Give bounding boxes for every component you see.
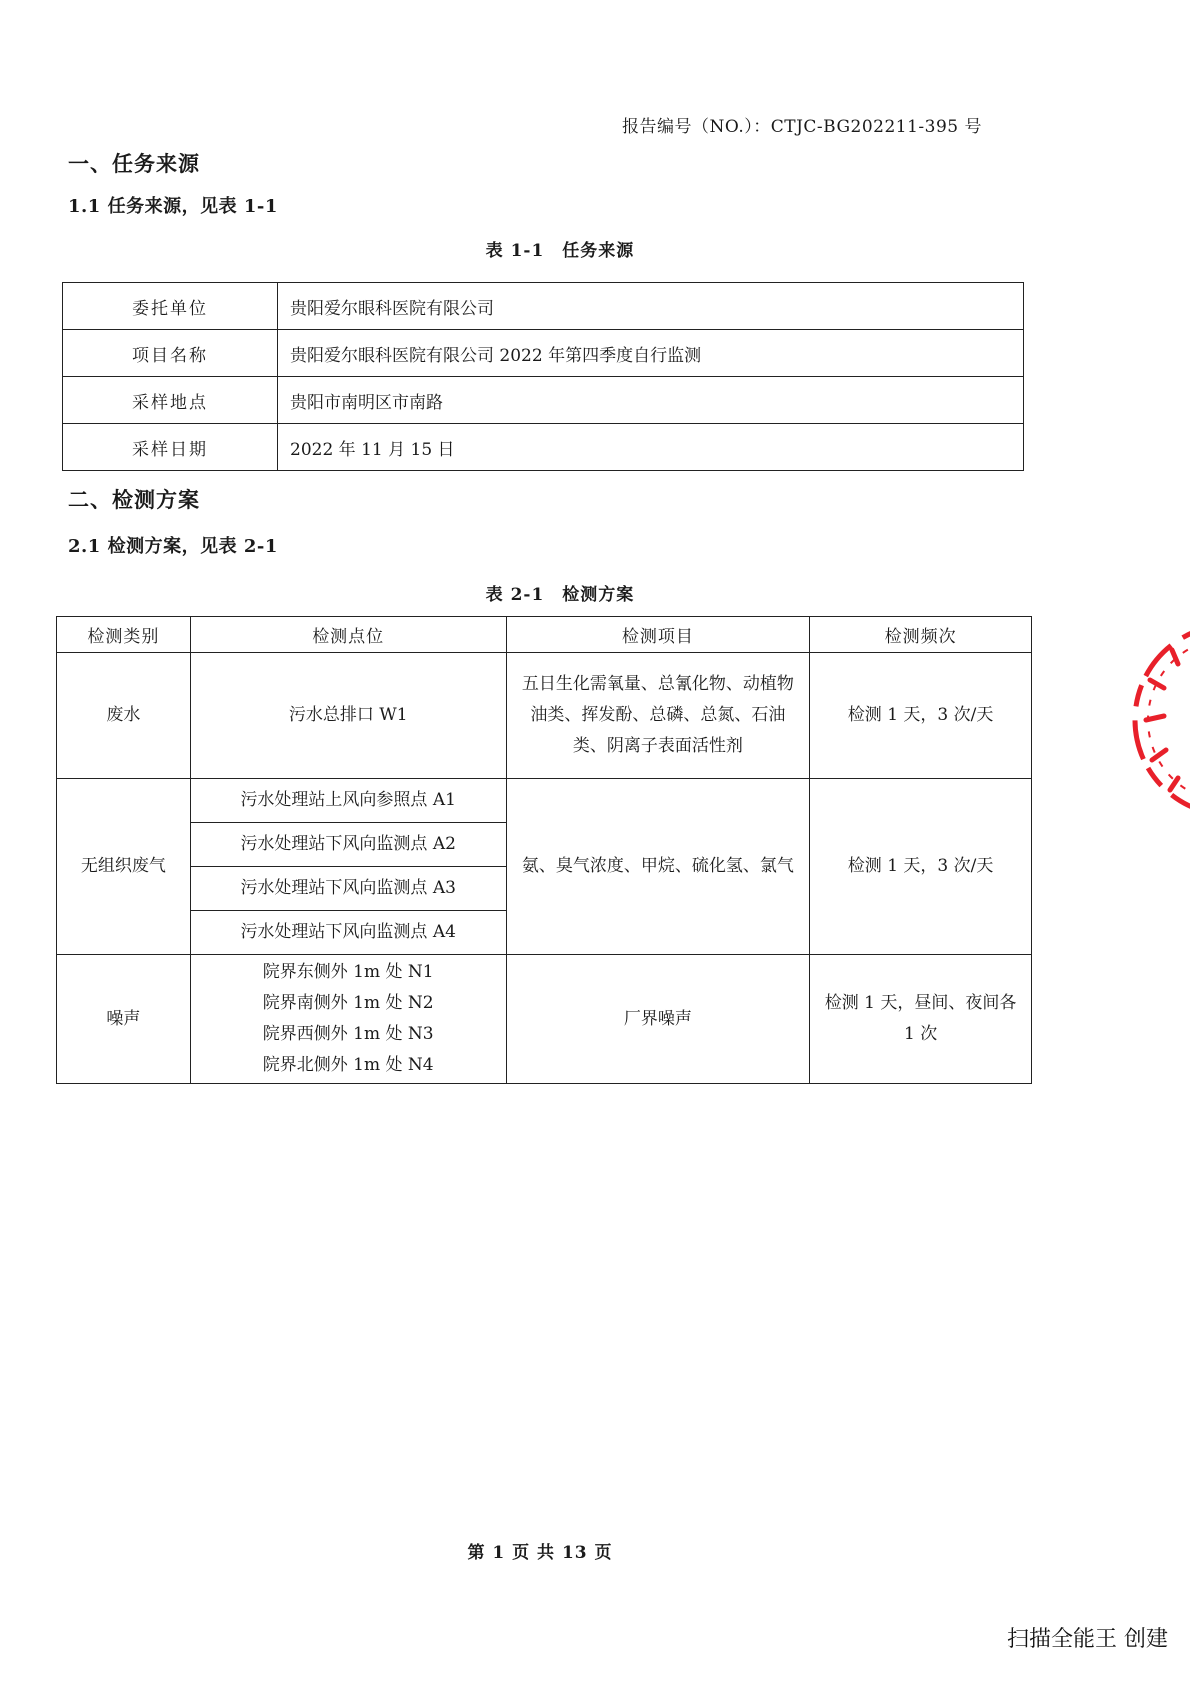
page-number: 第 1 页 共 13 页 [467, 1543, 613, 1563]
point-cell: 污水处理站下风向监测点 A2 [190, 823, 506, 867]
items-cell: 氨、臭气浓度、甲烷、硫化氢、氯气 [506, 779, 810, 955]
point-cell: 污水处理站下风向监测点 A4 [190, 911, 506, 955]
frequency-cell: 检测 1 天，3 次/天 [810, 653, 1032, 779]
noise-point: 院界东侧外 1m 处 N1 [262, 962, 434, 982]
scanner-watermark: 扫描全能王 创建 [1007, 1627, 1168, 1652]
row-label: 采样日期 [63, 424, 278, 471]
frequency-cell: 检测 1 天，昼间、夜间各 1 次 [810, 955, 1032, 1084]
row-label: 委托单位 [63, 283, 278, 330]
row-value: 贵阳爱尔眼科医院有限公司 2022 年第四季度自行监测 [278, 330, 1024, 377]
table-row [63, 424, 1024, 471]
noise-point: 院界西侧外 1m 处 N3 [262, 1024, 434, 1044]
table-row [63, 330, 1024, 377]
header-items: 检测项目 [506, 617, 810, 653]
category-cell: 废水 [57, 653, 191, 779]
row-label: 项目名称 [63, 330, 278, 377]
section2-subheading: 2.1 检测方案，见表 2-1 [68, 536, 278, 557]
noise-point: 院界北侧外 1m 处 N4 [262, 1055, 434, 1075]
table-row [57, 779, 1032, 823]
category-cell: 无组织废气 [57, 779, 191, 955]
section1-subheading: 1.1 任务来源，见表 1-1 [68, 196, 278, 217]
header-point: 检测点位 [190, 617, 506, 653]
row-value: 2022 年 11 月 15 日 [278, 424, 1024, 471]
table-row [63, 377, 1024, 424]
point-cell [190, 955, 506, 1084]
row-label: 采样地点 [63, 377, 278, 424]
category-cell: 噪声 [57, 955, 191, 1084]
frequency-cell: 检测 1 天，3 次/天 [810, 779, 1032, 955]
row-value: 贵阳爱尔眼科医院有限公司 [278, 283, 1024, 330]
report-number: 报告编号（NO.）：CTJC-BG202211-395 号 [622, 117, 983, 137]
table1-caption: 表 1-1 任务来源 [485, 241, 635, 261]
items-cell: 厂界噪声 [506, 955, 810, 1084]
table2-caption: 表 2-1 检测方案 [485, 585, 635, 605]
noise-point: 院界南侧外 1m 处 N2 [262, 993, 434, 1013]
task-source-table [62, 282, 1024, 471]
point-cell: 污水处理站下风向监测点 A3 [190, 867, 506, 911]
company-seal [1080, 610, 1190, 830]
monitoring-plan-table [56, 616, 1032, 1084]
point-cell: 污水处理站上风向参照点 A1 [190, 779, 506, 823]
header-frequency: 检测频次 [810, 617, 1032, 653]
table-row [57, 653, 1032, 779]
section2-heading: 二、检测方案 [68, 487, 200, 512]
point-cell: 污水总排口 W1 [190, 653, 506, 779]
items-cell: 五日生化需氧量、总氰化物、动植物油类、挥发酚、总磷、总氮、石油类、阴离子表面活性剂 [506, 653, 810, 779]
header-category: 检测类别 [57, 617, 191, 653]
section1-heading: 一、任务来源 [68, 151, 200, 176]
table-header-row [57, 617, 1032, 653]
table-row [63, 283, 1024, 330]
row-value: 贵阳市南明区市南路 [278, 377, 1024, 424]
table-row [57, 955, 1032, 1084]
